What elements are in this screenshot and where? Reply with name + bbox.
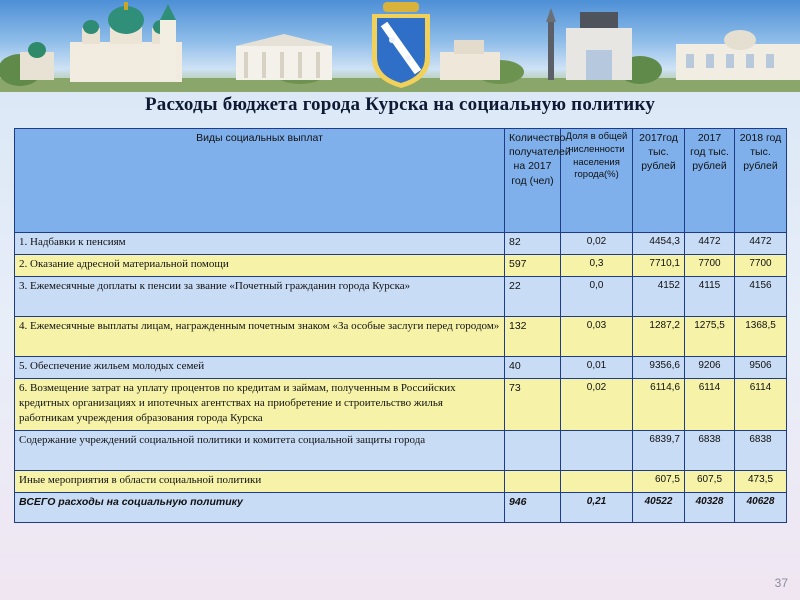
table-row xyxy=(15,357,787,379)
header-cell: Доля в общей численности населения города(%) xyxy=(561,129,633,233)
row-value-2017b: 1275,5 xyxy=(685,317,735,357)
table-total-row xyxy=(15,493,787,523)
table-row xyxy=(15,317,787,357)
row-share xyxy=(561,471,633,493)
row-count: 82 xyxy=(505,233,561,255)
row-value-2018: 7700 xyxy=(735,255,787,277)
row-value-2017: 607,5 xyxy=(633,471,685,493)
header-cell: 2017 год тыс. рублей xyxy=(685,129,735,233)
row-value-2017b: 6114 xyxy=(685,379,735,431)
budget-table xyxy=(14,128,786,523)
row-value-2017b: 4472 xyxy=(685,233,735,255)
row-value-2018: 6114 xyxy=(735,379,787,431)
row-value-2018: 1368,5 xyxy=(735,317,787,357)
row-value-2018: 9506 xyxy=(735,357,787,379)
row-count: 73 xyxy=(505,379,561,431)
row-share: 0,01 xyxy=(561,357,633,379)
page-number: 37 xyxy=(774,576,788,590)
row-value-2017b: 4115 xyxy=(685,277,735,317)
header-cell: 2017год тыс. рублей xyxy=(633,129,685,233)
row-share: 0,02 xyxy=(561,379,633,431)
table-row xyxy=(15,431,787,471)
table-row xyxy=(15,277,787,317)
row-name: Содержание учреждений социальной политики и комитета социальной защиты города xyxy=(15,431,505,471)
row-value-2017: 7710,1 xyxy=(633,255,685,277)
row-value-2017: 6114,6 xyxy=(633,379,685,431)
row-value-2017: 4152 xyxy=(633,277,685,317)
row-name: 4. Ежемесячные выплаты лицам, награжденным почетным знаком «За особые заслуги перед городом» xyxy=(15,317,505,357)
total-count: 946 xyxy=(505,493,561,523)
row-value-2018: 6838 xyxy=(735,431,787,471)
row-name: Иные мероприятия в области социальной политики xyxy=(15,471,505,493)
row-share xyxy=(561,431,633,471)
row-share: 0,02 xyxy=(561,233,633,255)
row-share: 0,3 xyxy=(561,255,633,277)
row-name: 3. Ежемесячные доплаты к пенсии за звание «Почетный гражданин города Курска» xyxy=(15,277,505,317)
row-count: 132 xyxy=(505,317,561,357)
row-value-2017b: 9206 xyxy=(685,357,735,379)
total-value-2017b: 40328 xyxy=(685,493,735,523)
city-panorama xyxy=(0,0,800,92)
header-cell: 2018 год тыс. рублей xyxy=(735,129,787,233)
row-name: 6. Возмещение затрат на уплату процентов по кредитам и займам, полученным в Российских кредитных организациях и ипотечных агентствах на приобретение и строительство жилья работникам учреждения образования города Курска xyxy=(15,379,505,431)
total-name: ВСЕГО расходы на социальную политику xyxy=(15,493,505,523)
page-title: Расходы бюджета города Курска на социальную политику xyxy=(144,94,656,115)
table-header-row xyxy=(15,129,787,233)
row-value-2017b: 6838 xyxy=(685,431,735,471)
row-count: 22 xyxy=(505,277,561,317)
row-count: 40 xyxy=(505,357,561,379)
row-name: 5. Обеспечение жильем молодых семей xyxy=(15,357,505,379)
row-count xyxy=(505,471,561,493)
row-value-2017: 6839,7 xyxy=(633,431,685,471)
row-value-2018: 473,5 xyxy=(735,471,787,493)
row-value-2018: 4472 xyxy=(735,233,787,255)
row-value-2018: 4156 xyxy=(735,277,787,317)
row-count xyxy=(505,431,561,471)
total-share: 0,21 xyxy=(561,493,633,523)
row-share: 0,03 xyxy=(561,317,633,357)
total-value-2018: 40628 xyxy=(735,493,787,523)
row-value-2017: 9356,6 xyxy=(633,357,685,379)
table-row xyxy=(15,255,787,277)
row-count: 597 xyxy=(505,255,561,277)
header-banner xyxy=(0,0,800,92)
header-cell: Виды социальных выплат xyxy=(15,129,505,233)
total-value-2017: 40522 xyxy=(633,493,685,523)
row-value-2017b: 607,5 xyxy=(685,471,735,493)
row-value-2017b: 7700 xyxy=(685,255,735,277)
table-row xyxy=(15,471,787,493)
row-share: 0,0 xyxy=(561,277,633,317)
table-row xyxy=(15,233,787,255)
row-value-2017: 4454,3 xyxy=(633,233,685,255)
row-value-2017: 1287,2 xyxy=(633,317,685,357)
row-name: 1. Надбавки к пенсиям xyxy=(15,233,505,255)
row-name: 2. Оказание адресной материальной помощи xyxy=(15,255,505,277)
coat-of-arms-icon xyxy=(372,2,430,88)
table-row xyxy=(15,379,787,431)
header-cell: Количество получателей на 2017 год (чел) xyxy=(505,129,561,233)
